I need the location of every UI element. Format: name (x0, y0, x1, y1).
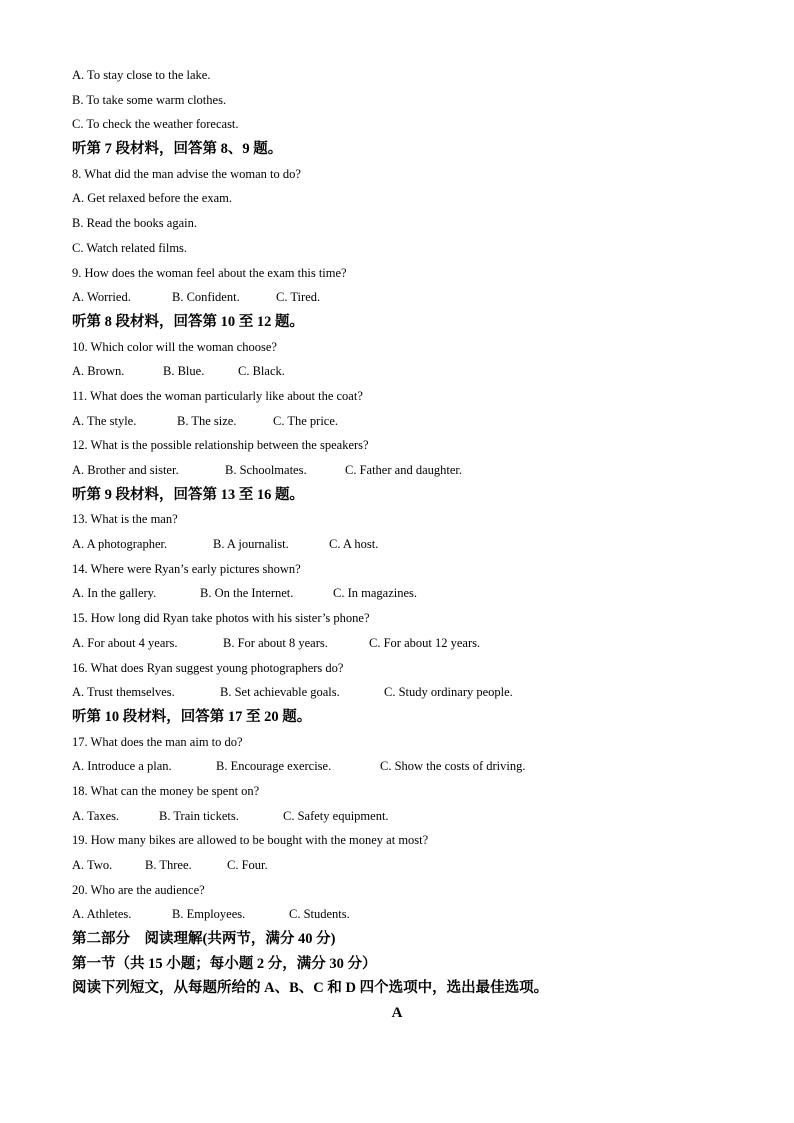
answer-option: A. A photographer. (72, 537, 168, 552)
text-line (72, 433, 722, 458)
text-line (72, 606, 722, 631)
line-text: C. To check the weather forecast. (72, 117, 239, 132)
answer-option: B. Encourage exercise. (216, 759, 332, 774)
section-heading: 听第 10 段材料，回答第 17 至 20 题。 (72, 708, 312, 725)
answer-option: C. Study ordinary people. (384, 685, 513, 700)
answer-option: C. Show the costs of driving. (380, 759, 526, 774)
answer-option: A. Worried. (72, 290, 131, 305)
text-line (72, 186, 722, 211)
text-line (72, 63, 722, 88)
line-text: 11. What does the woman particularly like about the coat? (72, 388, 363, 403)
section-heading: 听第 8 段材料，回答第 10 至 12 题。 (72, 313, 304, 330)
answer-option: C. In magazines. (333, 586, 418, 601)
answer-option: C. Safety equipment. (283, 808, 389, 823)
answer-option: B. Train tickets. (159, 808, 239, 823)
line-text: 10. Which color will the woman choose? (72, 339, 277, 354)
answer-option: B. Schoolmates. (225, 463, 307, 477)
line-text: 18. What can the money be spent on? (72, 783, 260, 798)
line-text: 14. Where were Ryan’s early pictures shown? (72, 561, 301, 576)
line-text: 12. What is the possible relationship between the speakers? (72, 438, 369, 453)
answer-option: C. Black. (238, 364, 285, 379)
line-text: 15. How long did Ryan take photos with his sister’s phone? (72, 611, 370, 626)
answer-options-row (72, 359, 722, 384)
text-line (72, 211, 722, 236)
answer-options-row (72, 754, 722, 779)
answer-option: A. Trust themselves. (72, 685, 175, 700)
text-line (72, 507, 722, 532)
answer-options-row (72, 285, 722, 310)
text-line (72, 730, 722, 755)
line-text: B. Read the books again. (72, 216, 197, 231)
line-text: 8. What did the man advise the woman to do? (72, 166, 301, 181)
answer-option: A. Two. (72, 858, 113, 872)
text-line (72, 828, 722, 853)
line-text: C. Watch related films. (72, 240, 188, 255)
text-line (72, 335, 722, 360)
answer-options-row (72, 581, 722, 606)
answer-options-row (72, 853, 722, 878)
answer-option: C. Four. (227, 858, 268, 872)
line-text: B. To take some warm clothes. (72, 92, 227, 107)
answer-option: B. Blue. (163, 364, 205, 379)
text-line (72, 88, 722, 113)
answer-option: B. Set achievable goals. (220, 685, 340, 700)
answer-option: C. The price. (273, 413, 339, 428)
section-heading: 阅读下列短文，从每题所给的 A、B、C 和 D 四个选项中，选出最佳选项。 (72, 980, 549, 997)
document-page (72, 63, 722, 1026)
text-line (72, 779, 722, 804)
passage-label: A (391, 1005, 403, 1022)
answer-option: A. Athletes. (72, 907, 132, 922)
text-line (72, 878, 722, 903)
answer-option: A. In the gallery. (72, 586, 157, 601)
answer-options-row (72, 804, 722, 829)
answer-option: B. Confident. (172, 290, 240, 305)
answer-option: C. For about 12 years. (369, 635, 481, 650)
answer-option: A. For about 4 years. (72, 635, 178, 650)
answer-option: B. For about 8 years. (223, 635, 328, 650)
answer-option: B. On the Internet. (200, 586, 294, 601)
answer-option: B. The size. (177, 413, 237, 428)
answer-options-row (72, 532, 722, 557)
line-text: 9. How does the woman feel about the exam this time? (72, 265, 347, 280)
text-line (72, 162, 722, 187)
line-text: 17. What does the man aim to do? (72, 734, 243, 749)
text-line (72, 261, 722, 286)
answer-options-row (72, 458, 722, 483)
answer-option: C. Tired. (276, 290, 321, 305)
text-line (72, 384, 722, 409)
answer-option: C. Father and daughter. (345, 463, 462, 477)
section-heading: 听第 7 段材料，回答第 8、9 题。 (72, 141, 283, 158)
line-text: 13. What is the man? (72, 512, 178, 527)
answer-option: A. Brother and sister. (72, 463, 179, 477)
answer-options-row (72, 680, 722, 705)
line-text: A. To stay close to the lake. (72, 68, 211, 82)
answer-options-row (72, 409, 722, 434)
answer-option: B. Employees. (172, 907, 246, 922)
answer-option: A. Taxes. (72, 808, 120, 823)
answer-option: C. Students. (289, 907, 350, 922)
answer-option: A. Brown. (72, 364, 125, 379)
text-line (72, 112, 722, 137)
answer-option: A. The style. (72, 413, 137, 428)
line-text: 16. What does Ryan suggest young photographers do? (72, 660, 344, 675)
answer-option: A. Introduce a plan. (72, 759, 172, 774)
section-heading: 听第 9 段材料，回答第 13 至 16 题。 (72, 486, 304, 503)
text-line (72, 656, 722, 681)
text-line (72, 236, 722, 261)
text-line (72, 557, 722, 582)
answer-options-row (72, 902, 722, 927)
answer-option: B. Three. (145, 858, 192, 872)
section-heading: 第二部分 阅读理解(共两节，满分 40 分) (72, 931, 336, 948)
answer-option: C. A host. (329, 537, 379, 552)
section-heading: 第一节（共 15 小题；每小题 2 分，满分 30 分） (72, 955, 377, 972)
line-text: 19. How many bikes are allowed to be bought with the money at most? (72, 833, 429, 848)
line-text: 20. Who are the audience? (72, 882, 205, 897)
line-text: A. Get relaxed before the exam. (72, 191, 232, 206)
answer-options-row (72, 631, 722, 656)
answer-option: B. A journalist. (213, 537, 289, 552)
